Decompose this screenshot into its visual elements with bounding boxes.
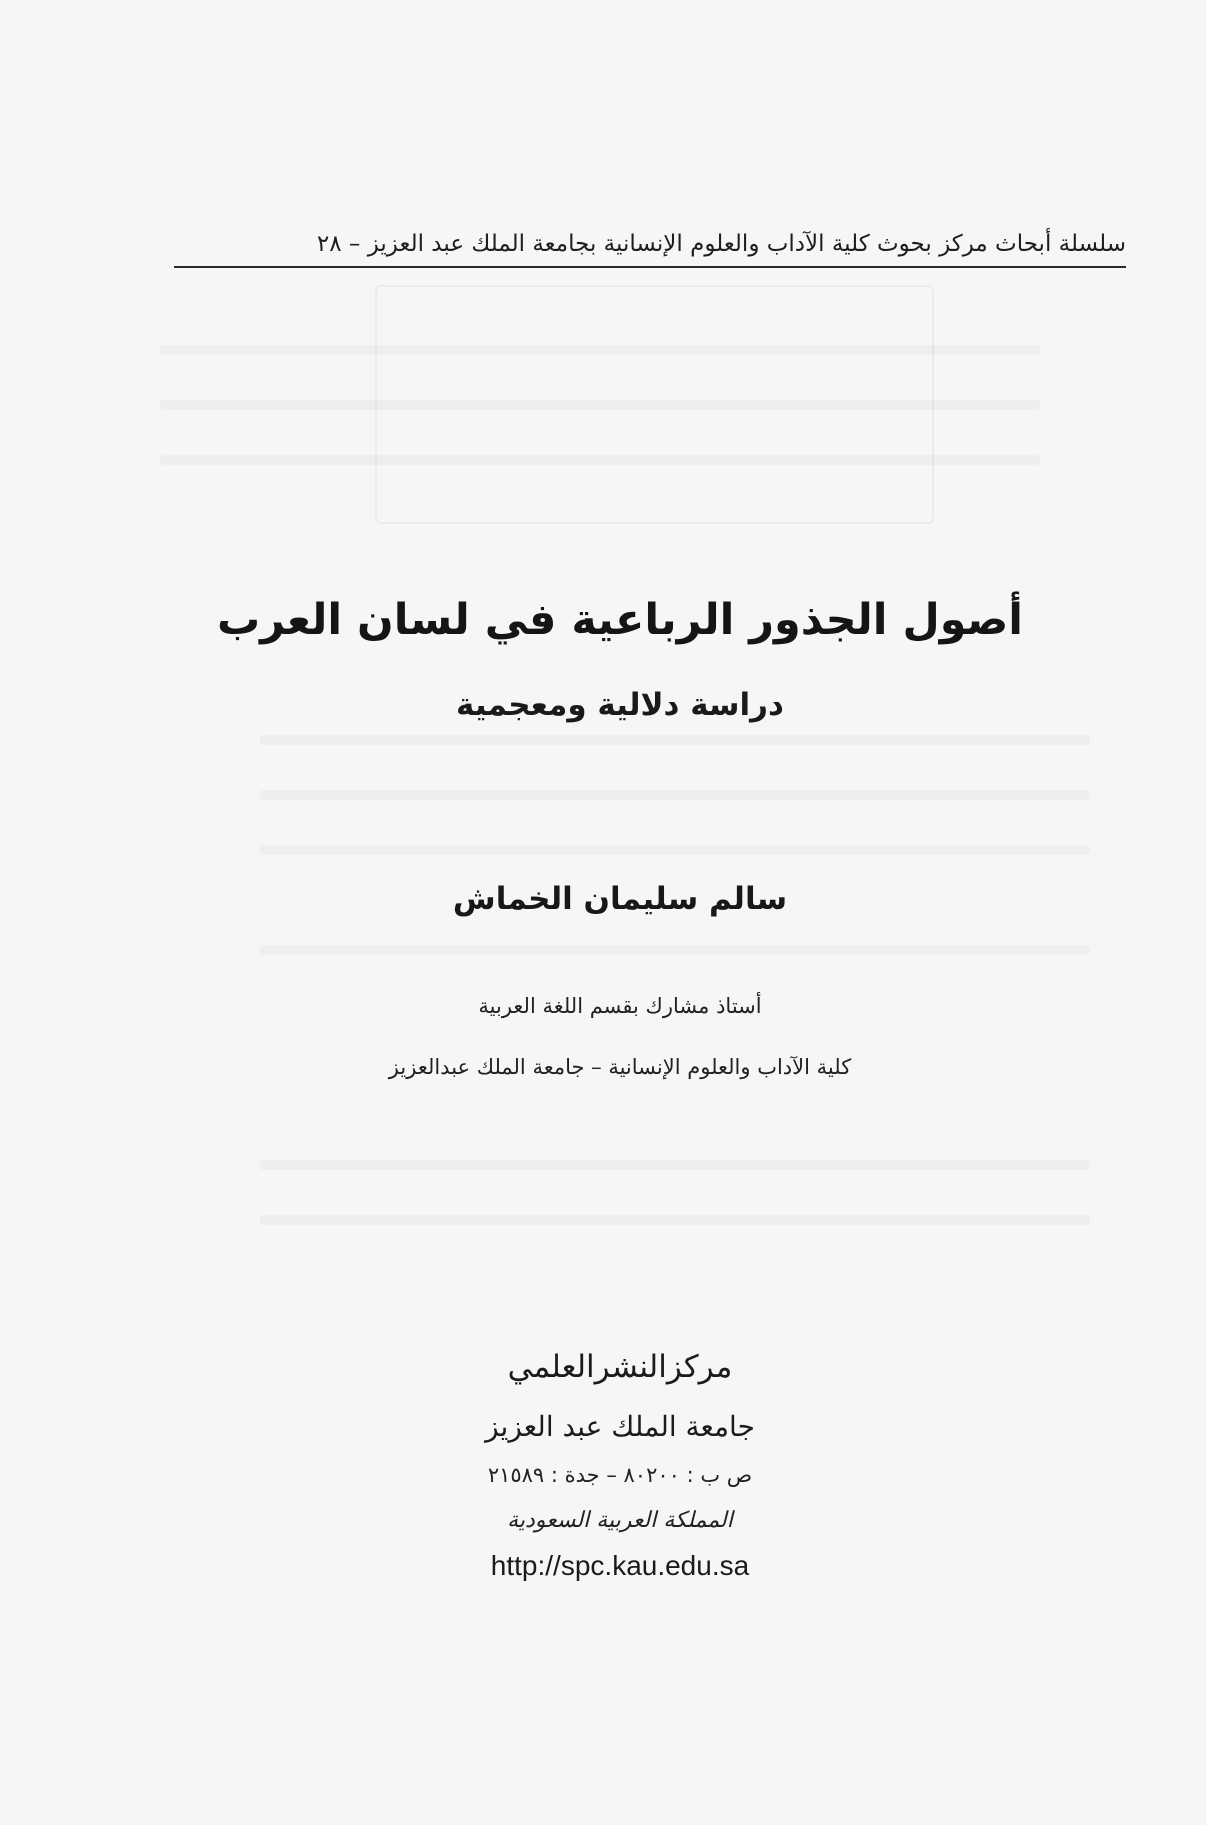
bleed-through-line xyxy=(260,845,1090,855)
bleed-through-line xyxy=(260,945,1090,955)
bleed-through-line xyxy=(260,735,1090,745)
bleed-through-line xyxy=(260,790,1090,800)
book-subtitle: دراسة دلالية ومعجمية xyxy=(456,687,784,723)
author-position: أستاذ مشارك بقسم اللغة العربية xyxy=(478,994,762,1018)
publisher-country: المملكة العربية السعودية xyxy=(507,1508,733,1533)
bleed-through-line xyxy=(160,345,1040,355)
publisher-name: مركزالنشرالعلمي xyxy=(507,1349,733,1385)
author-name: سالم سليمان الخماش xyxy=(452,881,788,917)
book-title: أصول الجذور الرباعية في لسان العرب xyxy=(216,595,1024,645)
bleed-through-line xyxy=(160,455,1040,465)
bleed-through-line xyxy=(260,1215,1090,1225)
author-institution: كلية الآداب والعلوم الإنسانية – جامعة الملك عبدالعزيز xyxy=(388,1055,852,1079)
publisher-website: http://spc.kau.edu.sa xyxy=(490,1550,750,1581)
bleed-through-line xyxy=(160,400,1040,410)
publisher-university: جامعة الملك عبد العزيز xyxy=(485,1410,755,1443)
bleed-through-line xyxy=(260,1160,1090,1170)
publisher-address: ص ب : ٨٠٢٠٠ – جدة : ٢١٥٨٩ xyxy=(487,1463,753,1487)
bleed-through-box xyxy=(375,285,934,524)
header-rule xyxy=(174,266,1126,268)
series-header: سلسلة أبحاث مركز بحوث كلية الآداب والعلوم الإنسانية بجامعة الملك عبد العزيز – ٢٨ xyxy=(316,231,1126,257)
